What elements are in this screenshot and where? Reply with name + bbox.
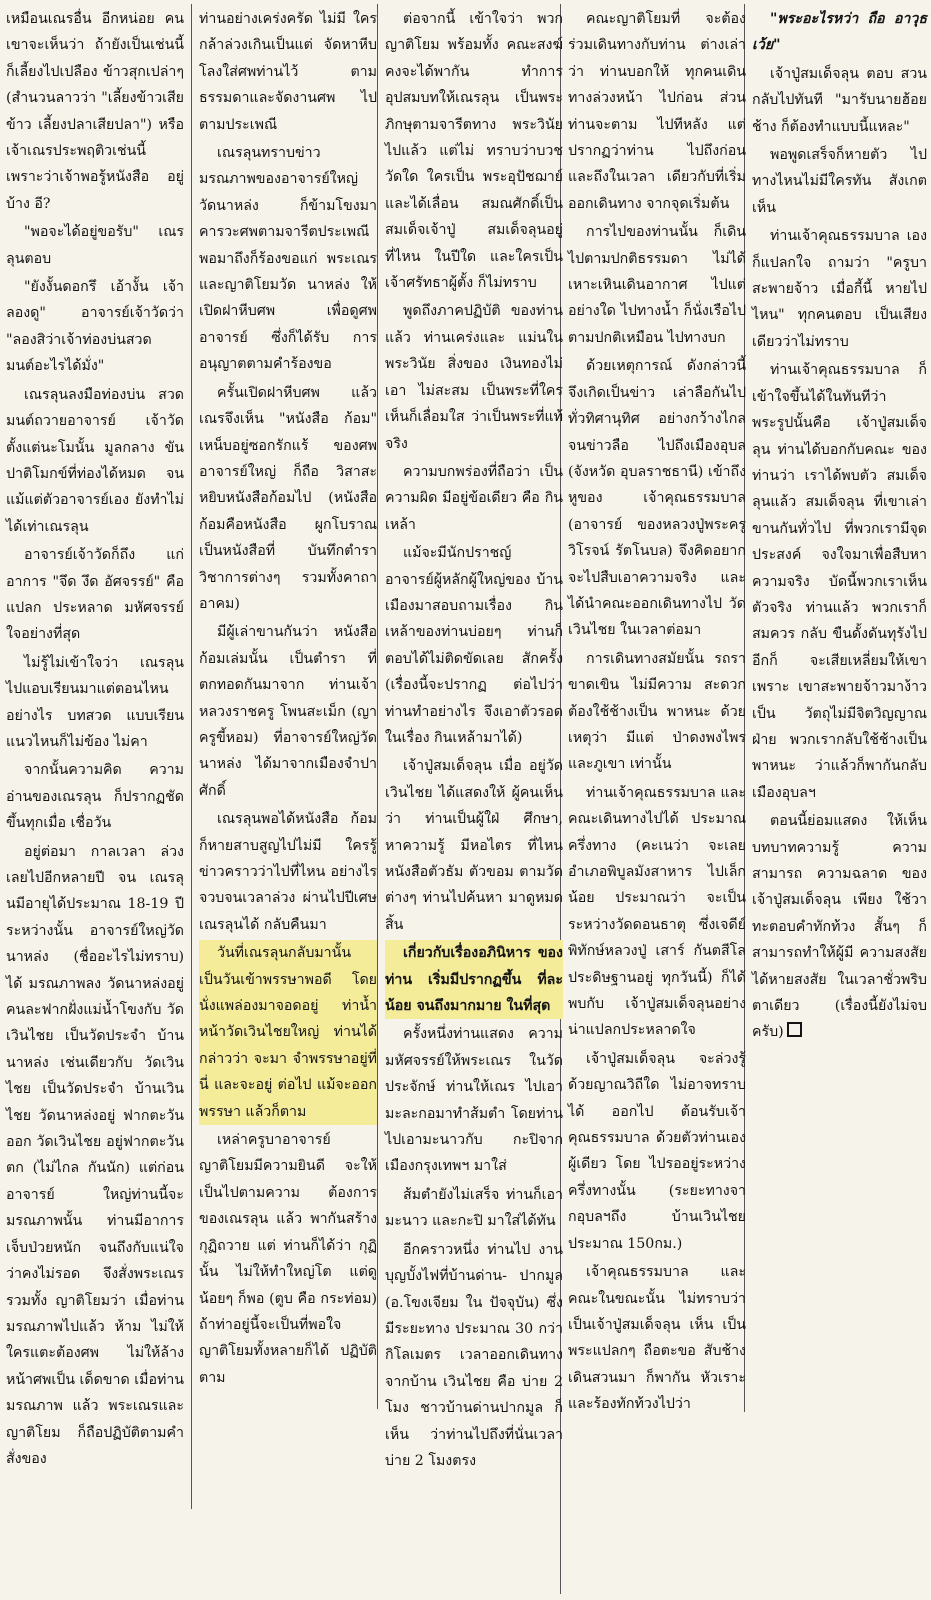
paragraph: เณรลุนทราบข่าว มรณภาพของอาจารย์ใหญ่ วัดนาหล่ง ก็ข้ามโขงมา คารวะศพตามจารีตประเพณี พอมาถึงก็ร้องขอแก่ พระเณร และญาติโยมวัด นาหล่ง ให้เปิดฝาหีบศพ เพื่อดูศพอาจารย์ ซึ่งก็ได้รับ การอนุญาตตามคำร้องขอ (199, 145, 377, 373)
paragraph (752, 808, 927, 1046)
paragraph: ท่านเจ้าคุณธรรมบาล และคณะเดินทางไปได้ ประมาณครึ่งทาง (คะเนว่า จะเลยอำเภอพิบูลมังสาหาร ไปเล็กน้อย ประมาณว่า จะเป็นระหว่างวัดดอนธาตุ ซึ่งเจดีย์พิทักษ์หลวงปู่ เสาร์ กันตสีโล ประดิษฐานอยู่ ทุกวันนี้) ก็ได้พบกับ เจ้าปู่สมเด็จลุนอย่าง น่าแปลกประหลาดใจ (568, 784, 746, 1039)
paragraph: ครั้นเปิดฝาหีบศพ แล้ว เณรจึงเห็น "หนังสือ ก้อม" เหน็บอยู่ซอกรักแร้ ของศพอาจารย์ใหญ่ ก็ถือ วิสาสะหยิบหนังสือก้อมไป (หนังสือก้อมคือหนังสือ ผูกโบราณ เป็นหนังสือที่ บันทึกตำราวิชาการต่างๆ รวมทั้งคาถาอาคม) (199, 384, 377, 612)
paragraph: เณรลุนลงมือท่องบ่น สวดมนต์ถวายอาจารย์ เจ้าวัด ตั้งแต่นะโมนั้น มูลกลาง ขันปาติโมกข์ที่ท่องได้หมด จนแม้แต่ตัวอาจารย์เอง ยังทำไม่ได้เท่าเณรลุน (6, 386, 184, 535)
column-divider (377, 4, 378, 1409)
paragraph: มีผู้เล่าขานกันว่า หนังสือก้อมเล่มนั้น เป็นตำรา ที่ตกทอดกันมาจาก ท่านเจ้าหลวงราชครู โพนสะเม็ก (ญาครูขี้หอม) ที่อาจารย์ใหญ่วัดนาหล่ง ได้มาจากเมืองจำปาศักดิ์ (199, 624, 377, 799)
paragraph: เจ้าคุณธรรมบาล และ คณะในขณะนั้น ไม่ทราบว่า เป็นเจ้าปู่สมเด็จลุน เห็น เป็นพระแปลกๆ ถือตะขอ สับช้างเดินสวนมา ก็พากัน หัวเราะและร้องทักท้วงไปว่า (568, 1264, 746, 1413)
article-column-5 (752, 6, 927, 1041)
paragraph: ท่านอย่างเคร่งครัด ไม่มี ใครกล้าล่วงเกินเป็นแต่ จัดหาหีบโลงใส่ศพท่านไว้ ตามธรรมดาและจัดงานศพ ไปตามประเพณี (199, 11, 377, 133)
paragraph: เหมือนเณรอื่น อีกหน่อย คนเขาจะเห็นว่า ถ้ายังเป็นเช่นนี้ก็เลี้ยงไปเปลือง ข้าวสุกเปล่าๆ (สำนวนลาวว่า "เลี้ยงข้าวเสียข้าว เลี้ยงปลาเสียปลา") หรือ เจ้าเณรประพฤติวเช่นนี้ เพราะว่าเจ้าพอรู้หนังสือ อยู่บ้าง อี? (6, 11, 184, 212)
paragraph: พอพูดเสร็จก็หายตัว ไปทางไหนไม่มีใครทัน สังเกตเห็น (752, 147, 927, 216)
paragraph: ส้มตำยังไม่เสร็จ ท่านก็เอามะนาว และกะปิ มาใส่ได้ทัน (385, 1186, 563, 1230)
paragraph: เหล่าครูบาอาจารย์ ญาติโยมมีความยินดี จะให้เป็นไปตามความ ต้องการของเณรลุน แล้ว พากันสร้างกุฏิถวาย แต่ ท่านก็ได้ว่า กุฏินั้น ไม่ให้ทำใหญ่โต แต่ดูน้อยๆ ก็พอ (ตูบ คือ กระท่อม) ถ้าท่าอยู่นี้จะเป็นที่พอใจ ญาติโยมทั้งหลายก็ได้ ปฏิบัติตาม (199, 1132, 377, 1386)
paragraph: เจ้าปู่สมเด็จลุน จะล่วงรู้ด้วยญาณวิถีใด ไม่อาจทราบได้ ออกไป ต้อนรับเจ้าคุณธรรมบาล ด้วยตัวท่านเองผู้เดียว โดย ไปรออยู่ระหว่างครึ่งทางนั้น (ระยะทางจากอุบลฯถึง บ้านเวินไชยประมาณ 150กม.) (568, 1050, 746, 1252)
article-column-2 (199, 6, 377, 1416)
paragraph: ต่อจากนี้ เข้าใจว่า พวกญาติโยม พร้อมทั้ง คณะสงฆ์คงจะได้พากัน ทำการอุปสมบทให้เณรลุน เป็นพระภิกษุตามจารีตทาง พระวินัยไปแล้ว แต่ไม่ ทราบว่าบวชวัดใด ใครเป็น พระอุปัชฌาย์ และได้เลื่อน สมณศักดิ์เป็นสมเด็จเจ้าปู่ สมเด็จลุนอยู่ที่ไหน ในปีใด และใครเป็นเจ้าศรัทธาผู้ตั้ง ก็ไม่ทราบ (385, 11, 563, 292)
article-column-4 (568, 6, 746, 1426)
end-of-article-square-icon (787, 1022, 802, 1037)
paragraph: เจ้าปู่สมเด็จลุน ตอบ สวนกลับไปทันที "มารับนายฮ้อยช้าง ก็ต้องทำแบบนี้แหละ" (752, 65, 927, 135)
paragraph: เกี่ยวกับเรื่องอภินิหาร ของท่าน เริ่มมีปรากฏขึ้น ที่ละน้อย จนถึงมากมาย ในที่สุด (385, 940, 563, 1019)
paragraph: "พระอะไรหว่า ถือ อาวุธเว้ย" (752, 11, 927, 54)
paragraph: อีกคราวหนึ่ง ท่านไป งานบุญบั้งไฟที่บ้านด่าน- ปากมูล (อ.โขงเจียม ใน ปัจจุบัน) ซึ่งมีระยะทาง ประมาณ 30 กว่ากิโลเมตร เวลาออกเดินทางจากบ้าน เวินไชย คือ บ่าย 2 โมง ชาวบ้านด่านปากมูล ก็เห็น ว่าท่านไปถึงที่นั่นเวลาบ่าย 2 โมงตรง (385, 1241, 563, 1469)
closing-paragraph-text: ตอนนี้ย่อมแสดง ให้เห็นบทบาทความรู้ ความสามารถ ความฉลาด ของเจ้าปู่สมเด็จลุน เพียง ใช้วาทะตอบคำทักท้วง สั้นๆ ก็สามารถทำให้ผู้มี ความสงสัย ได้หายสงสัย ในเวลาชั่วพริบตาเดียว (เรื่องนี้ยังไม่จบครับ) (752, 813, 927, 1041)
paragraph: เณรลุนพอได้หนังสือ ก้อม ก็หายสาบสูญไปไม่มี ใครรู้ข่าวคราวว่าไปที่ไหน อย่างไร จวบจนเวลาล่วง ผ่านไปปีเศษ เณรลุนได้ กลับคืนมา (199, 811, 377, 933)
paragraph: เจ้าปู่สมเด็จลุน เมื่อ อยู่วัดเวินไชย ได้แสดงให้ ผู้คนเห็นว่า ท่านเป็นผู้ใฝ่ ศึกษา, หาความรู้ มีหอไตร ที่ไหน หนังสือตัวธัม ตัวขอม ตามวัดต่างๆ ท่านไปค้นหา มาดูหมดสิ้น (385, 758, 563, 933)
paragraph: ด้วยเหตุการณ์ ดังกล่าวนี้ จึงเกิดเป็นข่าว เล่าลือกันไปทั่วทิศานุทิศ อย่างกว้างไกล จนข่าวลือ ไปถึงเมืองอุบล (จังหวัด อุบลราชธานี) เข้าถึงหูของ เจ้าคุณธรรมบาล (อาจารย์ ของหลวงปู่พระครูวิโรจน์ รัตโนบล) จึงคิดอยาก จะไปสืบเอาความจริง และ ได้นำคณะออกเดินทางไป วัดเวินไชย ในเวลาต่อมา (568, 358, 746, 639)
paragraph: จากนั้นความคิด ความอ่านของเณรลุน ก็ปรากฏชัดขึ้นทุกเมื่อ เชื่อวัน (6, 762, 184, 832)
paragraph: คณะญาติโยมที่ จะต้องร่วมเดินทางกับท่าน ต่างเล่าว่า ท่านบอกให้ ทุกคนเดินทางล่วงหน้า ไปก่อน ส่วนท่านจะตาม ไปทีหลัง แต่ปรากฏว่าท่าน ไปถึงก่อน และถึงในเวลา เดียวกับที่เริ่มออกเดินทาง จากจุดเริ่มต้น (568, 11, 746, 212)
paragraph: "พอจะได้อยู่ขอรับ" เณรลุนตอบ (6, 224, 184, 267)
paragraph: ความบกพร่องที่ถือว่า เป็นความผิด มีอยู่ข้อเดียว คือ กินเหล้า (385, 463, 563, 533)
paragraph: อาจารย์เจ้าวัดก็ถึง แก่อาการ "จึด งึด อัศจรรย์" คือ แปลก ประหลาด มหัศจรรย์ใจอย่างที่สุด (6, 547, 184, 643)
paragraph: การไปของท่านนั้น ก็เดินไปตามปกติธรรมดา ไม่ได้เหาะเหินเดินอากาศ ไปแต่อย่างใด ไปทางน้ำ ก็นั่งเรือไปตามปกติเหมือน ไปทางบก (568, 224, 746, 346)
paragraph: อยู่ต่อมา กาลเวลา ล่วงเลยไปอีกหลายปี จน เณรลุนมีอายุได้ประมาณ 18-19 ปี ระหว่างนั้น อาจารย์ใหญ่วัดนาหล่ง (ชื่ออะไรไม่ทราบ) ได้ มรณภาพลง วัดนาหล่งอยู่ คนละฟากฝั่งแม่น้ำโขงกับ วัดเวินไชย เป็นวัดประจำ บ้านนาหล่ง เช่นเดียวกับ วัดเวินไชย เป็นวัดประจำ บ้านเวินไชย วัดนาหล่งอยู่ ฟากตะวันออก วัดเวินไชย อยู่ฟากตะวันตก (ไม่ไกล กันนัก) แต่ก่อนอาจารย์ ใหญ่ท่านนี้จะมรณภาพนั้น ท่านมีอาการ เจ็บป่วยหนัก จนถึงกับแน่ใจว่าคงไม่รอด จึงสั่งพระเณรรวมทั้ง ญาติโยมว่า เมื่อท่าน มรณภาพไปแล้ว ห้าม ไม่ให้ใครแตะต้องศพ ไม่ให้ล้างหน้าศพเป็น เด็ดขาด เมื่อท่านมรณภาพ แล้ว พระเณรและญาติโยม ก็ถือปฏิบัติตามคำสั่งของ (6, 843, 184, 1467)
paragraph: ครั้งหนึ่งท่านแสดง ความมหัศจรรย์ให้พระเณร ในวัดประจักษ์ ท่านให้เณร ไปเอามะละกอมาทำส้มตำ โดยท่านไปเอามะนาวกับ กะปิจากเมืองกรุงเทพฯ มาใส่ (385, 1026, 563, 1175)
paragraph: "ยังงั้นดอกรึ เอ้างั้น เจ้าลองดู" อาจารย์เจ้าวัดว่า "ลองสิว่าเจ้าท่องบ่นสวด มนต์อะไรได้มั่ง" (6, 279, 184, 375)
article-column-1 (6, 6, 184, 1526)
article-column-3 (385, 6, 563, 1592)
column-divider (191, 4, 192, 1509)
paragraph: ไม่รู้ไม่เข้าใจว่า เณรลุน ไปแอบเรียนมาแต่ตอนไหน อย่างไร บทสวด แบบเรียน แนวไหนก็ไม่ข้อง ไม่คา (6, 654, 184, 750)
paragraph: แม้จะมีนักปราชญ์ อาจารย์ผู้หลักผู้ใหญ่ของ บ้านเมืองมาสอบถามเรื่อง กินเหล้าของท่านบ่อยๆ ท่านก็ตอบได้ไม่ติดขัดเลย สักครั้ง (เรื่องนี้จะปรากฏ ต่อไปว่า ท่านทำอย่างไร จึงเอาตัวรอดในเรื่อง กินเหล้ามาได้) (385, 545, 563, 746)
paragraph: ท่านเจ้าคุณธรรมบาล เองก็แปลกใจ ถามว่า "ครูบาสะพายจ้าว เมื่อกี้นี้ หายไปไหน" ทุกคนตอบ เป็นเสียงเดียวว่าไม่ทราบ (752, 228, 927, 350)
paragraph: การเดินทางสมัยนั้น รถราขาดเขิน ไม่มีความ สะดวก ต้องใช้ช้างเป็น พาหนะ ด้วยเหตุว่า มีแต่ ป่าดงพงไพร และภูเขา เท่านั้น (568, 650, 746, 773)
paragraph: ท่านเจ้าคุณธรรมบาล ก็เข้าใจขึ้นได้ในทันทีว่า พระรูปนั้นคือ เจ้าปู่สมเด็จ ลุน ท่านได้บอกกับคณะ ของท่านว่า เราได้พบตัว สมเด็จลุนแล้ว สมเด็จลุน ที่เขาเล่าขานกันทั่วไป ที่พวกเรามีจุดประสงค์ จงใจมาเพื่อสืบหาความจริง บัดนี้พวกเราเห็นตัวจริง ท่านแล้ว พวกเราก็สมควร กลับ ขืนดั้งดันทุรังไปอีกก็ จะเสียเหลี่ยมให้เขา เพราะ เขาสะพายจ้าวมาง้าวเป็น วัตถุไม่มีจิตวิญญาณ ฝ่าย พวกเรากลับใช้ช้างเป็น พาหนะ ว่าแล้วก็พากันกลับ เมืองอุบลฯ (752, 362, 927, 801)
paragraph: วันที่เณรลุนกลับมานั้น เป็นวันเข้าพรรษาพอดี โดยนั่งแพล่องมาจอดอยู่ ท่าน้ำหน้าวัดเวินไชยใหญ่ ท่านได้กล่าวว่า จะมา จำพรรษาอยู่ที่นี่ และจะอยู่ ต่อไป แม้จะออกพรรษา แล้วก็ตาม (199, 940, 377, 1125)
paragraph: พูดถึงภาคปฏิบัติ ของท่านแล้ว ท่านเคร่งและ แม่นในพระวินัย สิ่งของ เงินทองไม่เอา ไม่สะสม เป็นพระที่ใครเห็นก็เลื่อมใส ว่าเป็นพระที่แท้จริง (385, 303, 563, 452)
